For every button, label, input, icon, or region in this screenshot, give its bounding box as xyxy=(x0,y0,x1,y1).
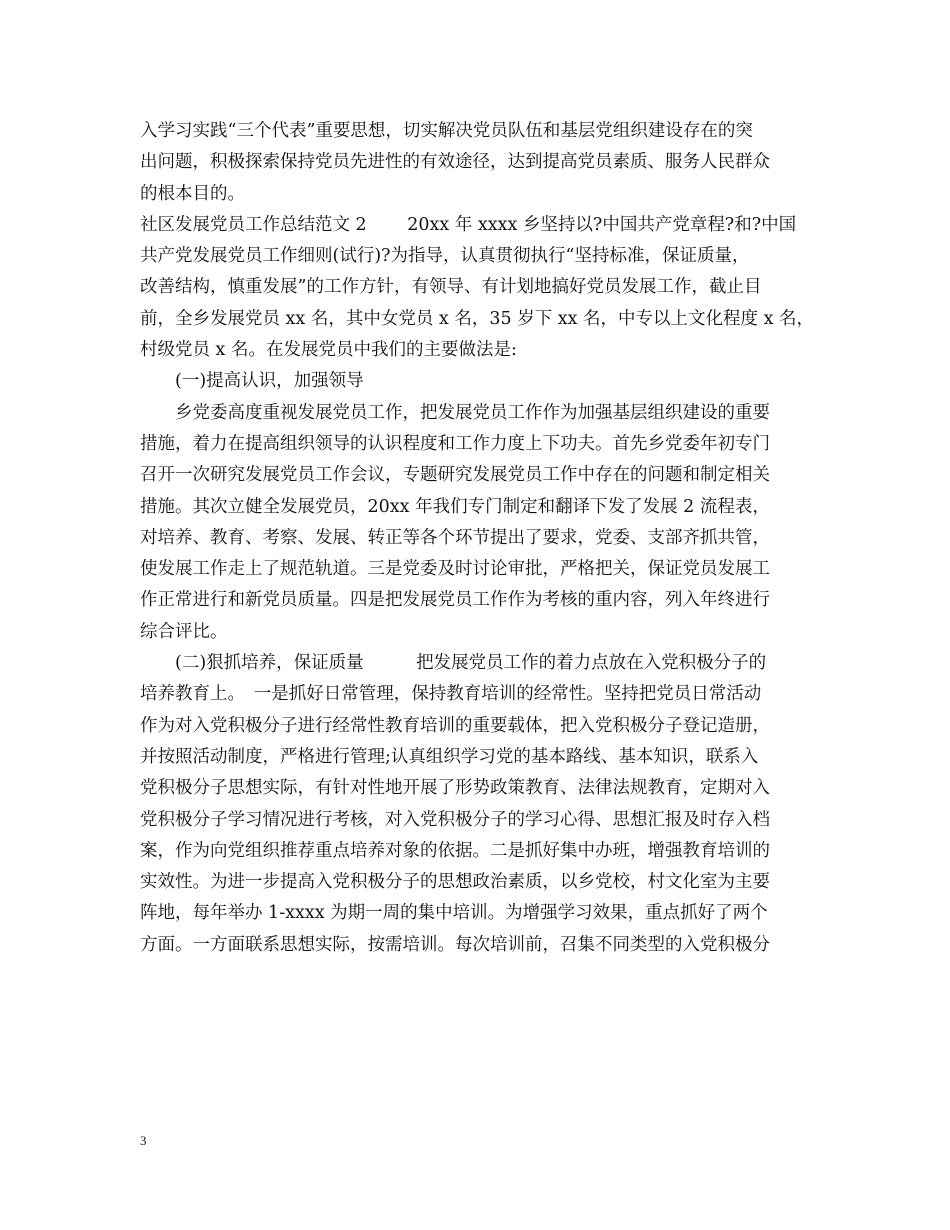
text-line: 措施，着力在提高组织领导的认识程度和工作力度上下功夫。首先乡党委年初专门 xyxy=(140,433,770,454)
text-line: (一)提高认识，加强领导 xyxy=(140,371,364,392)
text-line: 综合评比。 xyxy=(140,621,228,642)
text-line: 对培养、教育、考察、发展、转正等各个环节提出了要求，党委、支部齐抓共管， xyxy=(140,527,770,548)
body-text xyxy=(140,116,830,961)
text-line: (二)狠抓培养，保证质量 把发展党员工作的着力点放在入党积极分子的 xyxy=(140,653,767,674)
text-line: 方面。一方面联系思想实际，按需培训。每次培训前，召集不同类型的入党积极分 xyxy=(140,934,770,955)
text-line: 措施。其次立健全发展党员，20xx 年我们专门制定和翻译下发了发展 2 流程表， xyxy=(140,496,770,517)
text-line: 社区发展党员工作总结范文 2 20xx 年 xxxx 乡坚持以?中国共产党章程?和?中国 xyxy=(140,214,797,235)
page-number: 3 xyxy=(140,1133,147,1148)
text-line: 入学习实践“三个代表”重要思想，切实解决党员队伍和基层党组织建设存在的突 xyxy=(140,121,753,141)
text-line: 作为对入党积极分子进行经常性教育培训的重要载体，把入党积极分子登记造册， xyxy=(140,715,770,736)
text-line: 共产党发展党员工作细则(试行)?为指导，认真贯彻执行“坚持标准，保证质量， xyxy=(140,246,750,267)
text-line: 党积极分子学习情况进行考核，对入党积极分子的学习心得、思想汇报及时存入档 xyxy=(140,809,770,830)
text-line: 使发展工作走上了规范轨道。三是党委及时讨论审批，严格把关，保证党员发展工 xyxy=(140,559,770,580)
text-line: 的根本目的。 xyxy=(140,183,245,204)
text-line: 出问题，积极探索保持党员先进性的有效途径，达到提高党员素质、服务人民群众 xyxy=(140,152,770,173)
text-line: 实效性。为进一步提高入党积极分子的思想政治素质，以乡党校，村文化室为主要 xyxy=(140,872,770,893)
text-line: 召开一次研究发展党员工作会议，专题研究发展党员工作中存在的问题和制定相关 xyxy=(140,465,770,486)
text-line: 并按照活动制度，严格进行管理;认真组织学习党的基本路线、基本知识，联系入 xyxy=(140,746,759,767)
text-line: 阵地，每年举办 1-xxxx 为期一周的集中培训。为增强学习效果，重点抓好了两个 xyxy=(140,903,768,924)
text-line: 案，作为向党组织推荐重点培养对象的依据。二是抓好集中办班，增强教育培训的 xyxy=(140,840,770,861)
text-line: 改善结构，慎重发展”的工作方针，有领导、有计划地搞好党员发展工作，截止目 xyxy=(140,277,762,298)
text-line: 前，全乡发展党员 xx 名，其中女党员 x 名，35 岁下 xx 名，中专以上文化程度 x 名， xyxy=(140,308,815,329)
text-line: 村级党员 x 名。在发展党员中我们的主要做法是: xyxy=(140,340,517,361)
text-line: 作正常进行和新党员质量。四是把发展党员工作作为考核的重内容，列入年终进行 xyxy=(140,590,770,611)
text-line: 培养教育上。 一是抓好日常管理，保持教育培训的经常性。坚持把党员日常活动 xyxy=(140,684,762,705)
text-line: 党积极分子思想实际，有针对性地开展了形势政策教育、法律法规教育，定期对入 xyxy=(140,778,770,799)
text-line: 乡党委高度重视发展党员工作，把发展党员工作作为加强基层组织建设的重要 xyxy=(140,402,770,423)
